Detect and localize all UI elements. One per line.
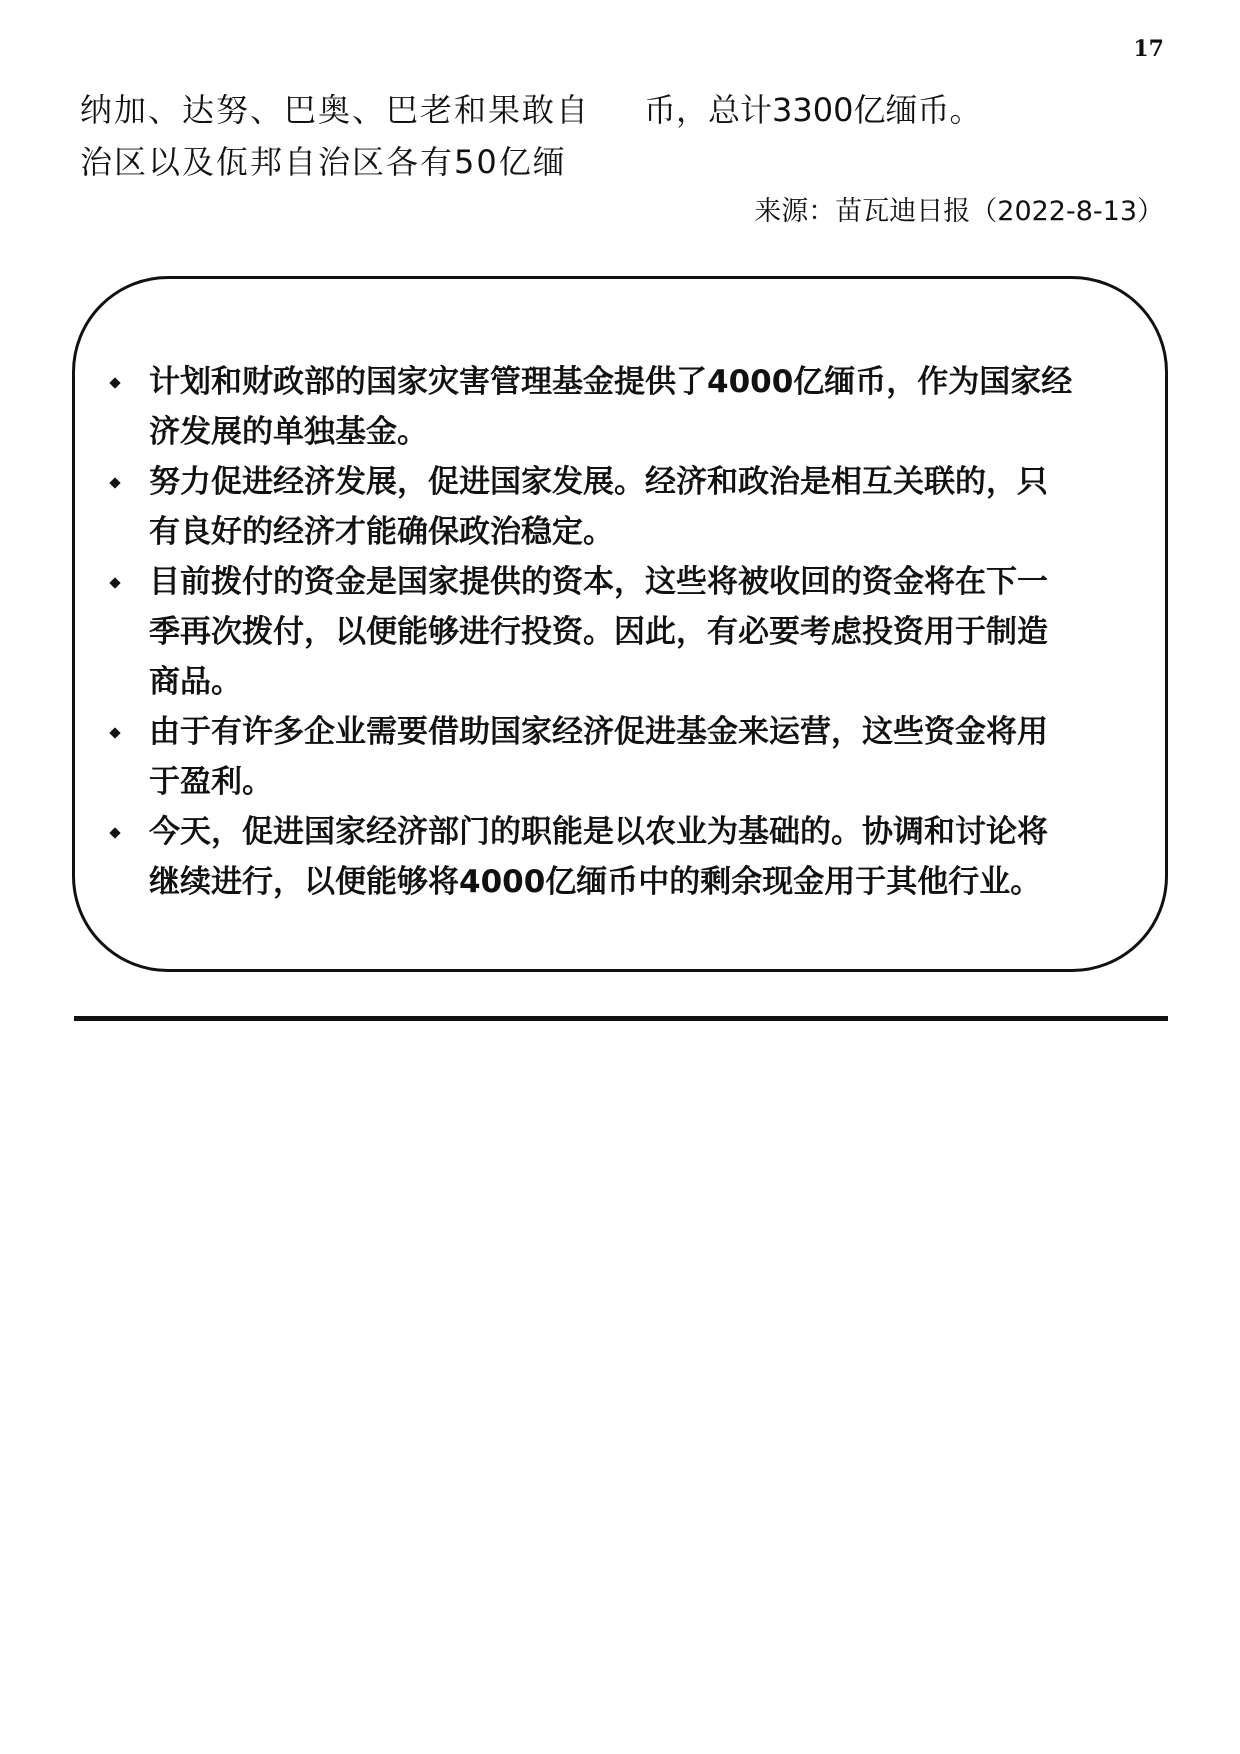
top-text-right-column [644,84,981,136]
bullet-line: 计划和财政部的国家灾害管理基金提供了4000亿缅币，作为国家经 [149,364,1073,400]
bullet-line: 由于有许多企业需要借助国家经济促进基金来运营，这些资金将用 [149,714,1048,750]
list-item [75,357,1099,457]
top-text-line: 治区以及佤邦自治区各有50亿缅 [80,143,567,181]
list-item [75,557,1099,707]
diamond-bullet-icon [109,377,120,388]
bullet-line: 商品。 [149,664,242,700]
page-number: 17 [1133,36,1164,62]
bullet-line: 有良好的经济才能确保政治稳定。 [149,514,614,550]
top-text-left-column [80,84,590,188]
bullet-line: 季再次拨付，以便能够进行投资。因此，有必要考虑投资用于制造 [149,614,1048,650]
diamond-bullet-icon [109,577,120,588]
bullet-line: 努力促进经济发展，促进国家发展。经济和政治是相互关联的，只 [149,464,1048,500]
bullet-line: 目前拨付的资金是国家提供的资本，这些将被收回的资金将在下一 [149,564,1048,600]
summary-box [72,276,1168,972]
diamond-bullet-icon [109,477,120,488]
bullet-line: 今天，促进国家经济部门的职能是以农业为基础的。协调和讨论将 [149,814,1048,850]
bullet-line: 于盈利。 [149,764,273,800]
section-divider [74,1016,1168,1021]
top-text-line: 币，总计3300亿缅币。 [644,91,982,129]
diamond-bullet-icon [109,827,120,838]
bullet-list [75,357,1099,907]
list-item [75,807,1099,907]
bullet-line: 济发展的单独基金。 [149,414,428,450]
bullet-line: 继续进行，以便能够将4000亿缅币中的剩余现金用于其他行业。 [149,864,1042,900]
list-item [75,457,1099,557]
source-citation: 来源：苗瓦迪日报（2022-8-13） [754,196,1164,227]
top-text-line: 纳加、达努、巴奥、巴老和果敢自 [80,91,591,129]
list-item [75,707,1099,807]
diamond-bullet-icon [109,727,120,738]
